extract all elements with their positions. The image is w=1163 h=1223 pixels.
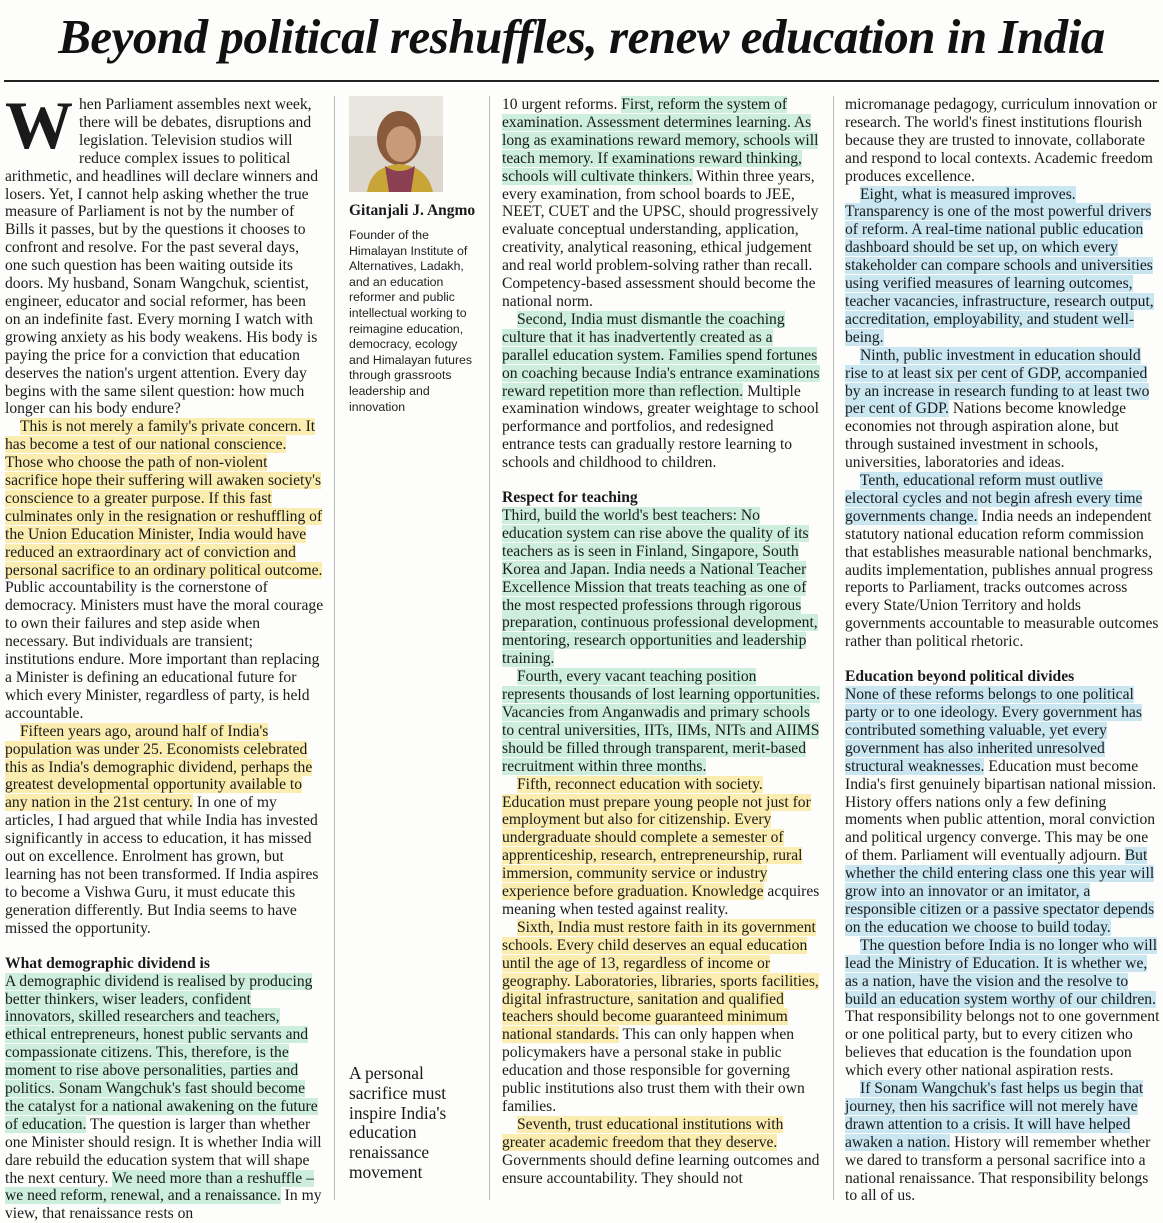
paragraph-text: India needs an independent statutory national education reform commission that establishes measurable national benchmarks, audits implementation, publishes annual progress reports to Parliament, tracks outcomes across every State/Union Territory and holds governments accountable to measurable outcomes rather than political rhetoric. <box>845 507 1159 651</box>
paragraph-text: Education must become India's first genuinely bipartisan national mission. History offers nations only a few defining moments when public attention, moral conviction and political urgency converge. This may be one of them. Parliament will eventually adjourn. <box>845 757 1157 865</box>
column-divider <box>334 96 335 1200</box>
paragraph <box>502 311 822 472</box>
column-divider <box>489 96 490 1200</box>
pull-quote: A personal sacrifice must inspire India's education renaissance movement <box>349 1063 447 1182</box>
paragraph-text: Multiple examination windows, greater weightage to school performance and portfolios, and redesigned entrance tests can gradually restore learning to schools and childhood to children. <box>502 382 819 472</box>
paragraph-text: In one of my articles, I had argued that while India has invested significantly in access to education, it has missed out on excellence. Enrolment has grown, but learning has not been transformed. If India aspires to become a Vishwa Guru, it must educate this generation differently. But India seems to have missed the opportunity. <box>5 794 319 937</box>
paragraph-text: Nations become knowledge economies not through aspiration alone, but through sustained investment in schools, universities, laboratories and ideas. <box>845 400 1127 472</box>
highlight: Third, build the world's best teachers: No education system can rise above the quality of its teachers as is seen in Finland, Singapore, South Korea and Japan. India needs a National Teacher Excellence Mission that treats teaching as one of the most respected professions through rigorous preparation, continuous professional development, mentoring, research opportunities and leadership training. <box>502 507 818 668</box>
paragraph-text: 10 urgent reforms. <box>502 96 622 113</box>
paragraph-text: This can only happen when policymakers have a personal stake in public education and those responsible for governing public institutions also trust them with their own families. <box>502 1026 805 1115</box>
highlight: Eight, what is measured improves. Transparency is one of the most powerful drivers of reform. A real-time national public education dashboard should be set up, on which every stakeholder can compare schools and universities using verified measures of learning outcomes, teacher vacancies, infrastructure, research output, accreditation, employability, and student well-being. <box>845 185 1154 346</box>
highlight: Tenth, educational reform must outlive electoral cycles and not begin afresh every time governments change. <box>845 472 1143 525</box>
highlight: Sixth, India must restore faith in its government schools. Every child deserves an equal education until the age of 13, regardless of income or geography. Laboratories, libraries, sports facilities, digital infrastructure, sanitation and qualified teachers should become guaranteed minimum national standards. <box>502 918 819 1044</box>
highlight: But whether the child entering class one this year will grow into an innovator or an imitator, a responsible citizen or a passive spectator depends on the education we choose to build today. <box>845 847 1155 936</box>
highlight: Fourth, every vacant teaching position represents thousands of lost learning opportunities. Vacancies from Anganwadis and primary schools to central universities, IITs, IIMs, NITs and AIIMS should be filled through transparent, merit-based recruitment within three months. <box>502 668 820 775</box>
paragraph: micromanage pedagogy, curriculum innovation or research. The world's finest institutions flourish because they are trusted to innovate, collaborate and respond to local contexts. Academic freedom produces excellence. <box>845 96 1158 185</box>
paragraph-text: Public accountability is the cornerstone of democracy. Ministers must have the moral courage to own their failures and step aside when necessary. But individuals are transient; institutions endure. More important than replacing a Minister is defining an educational future for which every Minister, regardless of party, is held accountable. <box>5 579 324 722</box>
paragraph <box>502 776 822 919</box>
subheading: Education beyond political divides <box>845 668 1075 686</box>
paragraph <box>502 919 822 1116</box>
highlight: The question before India is no longer who will lead the Ministry of Education. It is whether we, as a nation, have the vision and the resolve to build an education system worthy of our children. <box>845 936 1158 1008</box>
author-photo-icon <box>349 96 443 192</box>
highlight: Second, India must dismantle the coaching culture that it has inadvertently created as a parallel education system. Families spend fortunes on coaching because India's entrance examinations reward repetition more than reflection. <box>502 310 820 400</box>
highlight: Fifth, reconnect education with society. Education must prepare young people not just for employment but also for citizenship. Every undergraduate should complete a semester of apprenticeship, research, entrepreneurship, rural immersion, community service or industry experience before graduation. Knowledge <box>502 775 811 901</box>
highlight: A demographic dividend is realised by producing better thinkers, wiser leaders, confident innovators, skilled researchers and teachers, ethical entrepreneurs, honest public servants and compassionate citizens. This, therefore, is the moment to rise above personalities, parties and politics. Sonam Wangchuk's fast should become the catalyst for a national awakening on the future of education. <box>5 972 318 1133</box>
highlight: Ninth, public investment in education should rise to at least six per cent of GDP, accompanied by an increase in research funding to at least two per cent of GDP. <box>845 346 1150 418</box>
paragraph <box>502 96 822 311</box>
paragraph <box>845 937 1160 1080</box>
paragraph <box>845 186 1160 347</box>
paragraph <box>845 686 1160 937</box>
paragraph-text: The question is larger than whether one Minister should resign. It is whether India will dare rebuild the education system that will shape the next century. <box>5 1115 322 1187</box>
highlight: This is not merely a family's private concern. It has become a test of our national conscience. Those who choose the path of non-violent sacrifice hope their suffering will awaken society's conscience to a greater purpose. If this fast culminates only in the resignation or reshuffling of the Union Education Minister, India would have reduced an extraordinary act of conviction and personal sacrifice to an ordinary political outcome. <box>5 418 323 579</box>
paragraph <box>845 472 1160 651</box>
subheading: What demographic dividend is <box>5 954 210 972</box>
paragraph <box>502 668 822 775</box>
paragraph-text: acquires meaning when tested against reality. <box>502 883 820 918</box>
column-divider <box>833 96 834 1200</box>
highlight: None of these reforms belongs to one political party or to one ideology. Every government has contributed something valuable, yet every government has also inherited unresolved structural weaknesses. <box>845 686 1142 775</box>
article-column-3 <box>502 96 822 1200</box>
headline: Beyond political reshuffles, renew education in India <box>58 9 1105 64</box>
headline-rule <box>4 80 1159 82</box>
paragraph <box>5 87 324 418</box>
paragraph <box>5 973 324 1223</box>
paragraph-text: History will remember whether we dared to transform a personal sacrifice into a national renaissance. That responsibility belongs to all of us. <box>845 1133 1151 1205</box>
paragraph <box>5 418 324 722</box>
paragraph <box>502 1116 822 1188</box>
paragraph-text: Governments should define learning outcomes and ensure accountability. They should not <box>502 1151 820 1187</box>
highlight: We need more than a reshuffle – we need reform, renewal, and a renaissance. <box>5 1169 314 1205</box>
paragraph-text: Within three years, every examination, from school boards to JEE, NEET, CUET and the UPSC, should progressively evaluate conceptual understanding, application, creativity, analytical reasoning, ethical judgement and real world problem-solving rather than recall. Competency-based assessment should become the national norm. <box>502 167 819 310</box>
author-bio: Founder of the Himalayan Institute of Alternatives, Ladakh, and an education reformer and public intellectual working to reimagine education, democracy, ecology and Himalayan futures through grassroots leadership and innovation <box>349 228 473 414</box>
paragraph <box>5 723 324 938</box>
article-column-1 <box>5 87 324 1223</box>
author-name: Gitanjali J. Angmo <box>349 202 476 219</box>
drop-cap: W <box>5 87 73 163</box>
paragraph <box>845 347 1160 472</box>
article-column-4 <box>845 96 1160 1205</box>
paragraph-text: hen Parliament assembles next week, there will be debates, disruptions and legislation. Television studios will reduce complex issues to political arithmetic, and headlines will declare winners and losers. Yet, I cannot help asking whether the true measure of Parliament is not by the number of Bills it passes, but by the questions it chooses to confront and resolve. For the past several days, one such question has been waiting outside its doors. My husband, Sonam Wangchuk, scientist, engineer, educator and social reformer, has been on an indefinite fast. Every morning I watch with growing anxiety as his body weakens. His body is paying the price for a conviction that education deserves the nation's urgent attention. Every day begins with the same silent question: how much longer can his body endure? <box>5 96 319 418</box>
highlight: First, reform the system of examination. Assessment determines learning. As long as examinations reward memory, schools will teach memory. If examinations reward thinking, schools will cultivate thinkers. <box>502 96 819 185</box>
paragraph-text: In my view, that renaissance rests on <box>5 1187 322 1223</box>
highlight: Fifteen years ago, around half of India's population was under 25. Economists celebrated this as India's demographic dividend, perhaps the greatest developmental opportunity available to any nation in the 21st century. <box>5 722 313 812</box>
highlight: If Sonam Wangchuk's fast helps us begin that journey, then his sacrifice will not merely have drawn attention to a crisis. It will have helped awaken a nation. <box>845 1080 1144 1151</box>
highlight: Seventh, trust educational institutions with greater academic freedom that they deserve. <box>502 1115 784 1151</box>
paragraph <box>502 507 822 668</box>
paragraph-text: That responsibility belongs not to one government or one political party, but to every citizen who believes that education is the foundation upon which every other national aspiration rests. <box>845 1008 1160 1080</box>
author-photo <box>349 96 443 192</box>
subheading: Respect for teaching <box>502 489 638 507</box>
paragraph <box>845 1080 1160 1205</box>
